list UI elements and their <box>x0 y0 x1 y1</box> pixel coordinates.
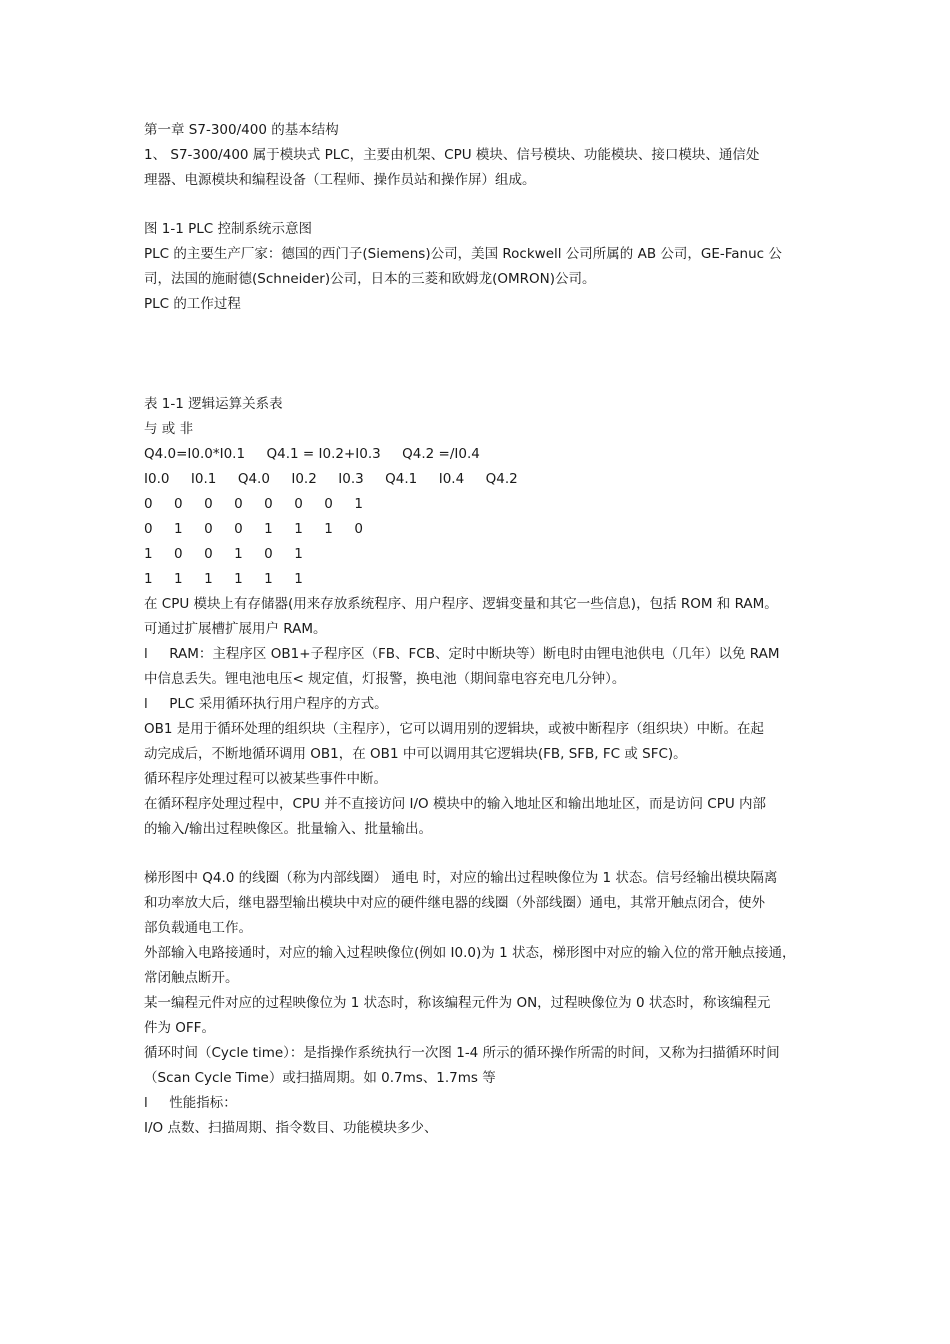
paragraph-line: 1、 S7-300/400 属于模块式 PLC，主要由机架、CPU 模块、信号模块、功能模块、接口模块、通信处 <box>144 147 760 163</box>
paragraph-line: I/O 点数、扫描周期、指令数目、功能模块多少、 <box>144 1120 438 1136</box>
section-heading: PLC 的工作过程 <box>144 296 241 312</box>
table-header-ops: 与 或 非 <box>144 421 194 437</box>
bullet-line: l PLC 采用循环执行用户程序的方式。 <box>144 696 388 712</box>
paragraph-line: 司，法国的施耐德(Schneider)公司，日本的三菱和欧姆龙(OMRON)公司。 <box>144 271 596 287</box>
paragraph-line: 在 CPU 模块上有存储器(用来存放系统程序、用户程序、逻辑变量和其它一些信息)，包括 ROM 和 RAM。 <box>144 596 778 612</box>
paragraph-line: 动完成后，不断地循环调用 OB1，在 OB1 中可以调用其它逻辑块(FB, SFB, FC 或 SFC)。 <box>144 746 687 762</box>
paragraph-line: （Scan Cycle Time）或扫描周期。如 0.7ms、1.7ms 等 <box>144 1070 496 1086</box>
paragraph-line: PLC 的主要生产厂家：德国的西门子(Siemens)公司，美国 Rockwell 公司所属的 AB 公司，GE-Fanuc 公 <box>144 246 782 262</box>
paragraph-line: 中信息丢失。锂电池电压< 规定值，灯报警，换电池（期间靠电容充电几分钟）。 <box>144 671 626 687</box>
truth-table-row: 1 1 1 1 1 1 <box>144 571 303 587</box>
bullet-line: l 性能指标： <box>144 1095 237 1111</box>
paragraph-line: OB1 是用于循环处理的组织块（主程序），它可以调用别的逻辑块，或被中断程序（组织块）中断。在起 <box>144 721 765 737</box>
table-caption: 表 1-1 逻辑运算关系表 <box>144 396 283 412</box>
paragraph-line: 某一编程元件对应的过程映像位为 1 状态时，称该编程元件为 ON，过程映像位为 0 状态时，称该编程元 <box>144 995 771 1011</box>
logic-expressions: Q4.0=I0.0*I0.1 Q4.1 = I0.2+I0.3 Q4.2 =/I0.4 <box>144 446 480 462</box>
paragraph-line: 的输入/输出过程映像区。批量输入、批量输出。 <box>144 821 433 837</box>
figure-caption: 图 1-1 PLC 控制系统示意图 <box>144 221 313 237</box>
bullet-line: l RAM：主程序区 OB1+子程序区（FB、FCB、定时中断块等）断电时由锂电池供电（几年）以免 RAM <box>144 646 780 662</box>
paragraph-line: 梯形图中 Q4.0 的线圈（称为内部线圈） 通电 时，对应的输出过程映像位为 1 状态。信号经输出模块隔离 <box>144 870 778 886</box>
paragraph-line: 部负载通电工作。 <box>144 920 252 936</box>
truth-table-row: 0 1 0 0 1 1 1 0 <box>144 521 363 537</box>
paragraph-line: 循环时间（Cycle time）：是指操作系统执行一次图 1-4 所示的循环操作所需的时间，又称为扫描循环时间 <box>144 1045 780 1061</box>
paragraph-line: 外部输入电路接通时，对应的输入过程映像位(例如 I0.0)为 1 状态，梯形图中对应的输入位的常开触点接通， <box>144 945 796 961</box>
chapter-title: 第一章 S7-300/400 的基本结构 <box>144 122 339 138</box>
paragraph-line: 理器、电源模块和编程设备（工程师、操作员站和操作屏）组成。 <box>144 172 536 188</box>
truth-table-row: 0 0 0 0 0 0 0 1 <box>144 496 363 512</box>
paragraph-line: 和功率放大后，继电器型输出模块中对应的硬件继电器的线圈（外部线圈）通电，其常开触点闭合，使外 <box>144 895 765 911</box>
truth-table-row: 1 0 0 1 0 1 <box>144 546 303 562</box>
truth-table-header: I0.0 I0.1 Q4.0 I0.2 I0.3 Q4.1 I0.4 Q4.2 <box>144 471 518 487</box>
paragraph-line: 在循环程序处理过程中，CPU 并不直接访问 I/O 模块中的输入地址区和输出地址区，而是访问 CPU 内部 <box>144 796 767 812</box>
paragraph-line: 件为 OFF。 <box>144 1020 215 1036</box>
paragraph-line: 循环程序处理过程可以被某些事件中断。 <box>144 771 387 787</box>
paragraph-line: 常闭触点断开。 <box>144 970 239 986</box>
paragraph-line: 可通过扩展槽扩展用户 RAM。 <box>144 621 327 637</box>
